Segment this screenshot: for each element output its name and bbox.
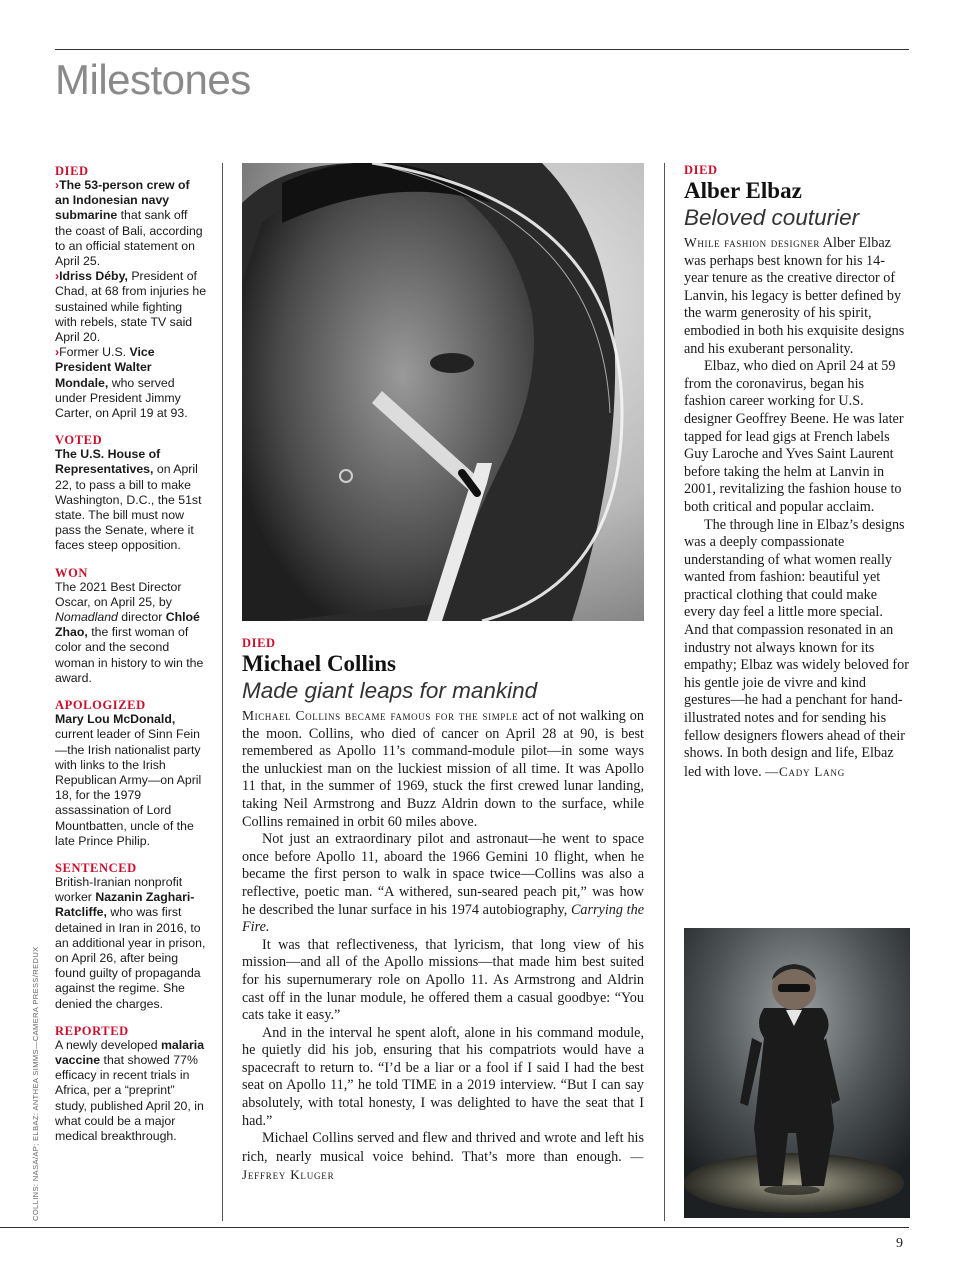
milestones-brief-column xyxy=(55,164,207,1156)
photo-credit: COLLINS: NASA/AP; ELBAZ: ANTHEA SIMMS—CAMERA PRESS/REDUX xyxy=(31,946,40,1221)
list-item: British-Iranian nonprofit worker Nazanin Zaghari-Ratcliffe, who was first detained in Iran in 2016, to an additional year in prison, on April 26, after being found guilty of propaganda against the regime. She denied the charges. xyxy=(55,874,206,1011)
reported-section xyxy=(55,1024,207,1144)
paragraph: And in the interval he spent aloft, alone in his command module, he quietly did his job, ensuring that his compatriots would have a spacecraft to return to. “I’d be a liar or a fool if I said I had the best seat on Apollo 11,” he told TIME in a 2019 interview. “But I can say absolutely, with total honesty, I was delighted to have the seat that I had.” xyxy=(242,1024,644,1129)
died-heading: DIED xyxy=(55,164,89,178)
list-item: ›Former U.S. Vice President Walter Mondale, who served under President Jimmy Carter, on April 19 at 93. xyxy=(55,345,188,421)
won-heading: WON xyxy=(55,565,89,580)
paragraph: The through line in Elbaz’s designs was a deeply compassionate understanding of what women really wanted from fashion: beautiful yet practical clothing that could make every day feel a little more special. And that compassion resonated in an industry not always known for its empathy; Elbaz was widely beloved for his gentle joie de vivre and kind gestures—he had a penchant for hand-illustrated notes and for sending his fellow designers flowers ahead of their shows. In both design and life, Elbaz led with love. —Cady Lang xyxy=(684,516,909,780)
collins-body xyxy=(242,707,644,1185)
chevron-right-icon: › xyxy=(55,345,60,360)
paragraph: While fashion designer Alber Elbaz was perhaps best known for his 14-year tenure as the creative director of Lanvin, his legacy is better defined by the warm generosity of his spirit, embodied in both his exquisite designs and his exuberant personality. xyxy=(684,235,905,357)
collins-died-tag: DIED xyxy=(242,636,276,650)
reported-heading: REPORTED xyxy=(55,1023,129,1038)
list-item: Mary Lou McDonald, current leader of Sinn Fein—the Irish nationalist party with links to the Irish Republican Army—on April 18, for the 1979 assassination of Lord Mountbatten, uncle of the late Prince Philip. xyxy=(55,712,202,848)
column-divider-right xyxy=(664,163,665,1221)
chevron-right-icon: › xyxy=(55,178,60,192)
paragraph: Michael Collins became famous for the simple act of not walking on the moon. Collins, who died of cancer on April 28 at 90, is best remembered as Apollo 11’s command-module pilot—in some ways the unluckiest man on the luckiest mission of all time. It was Apollo 11 that, in the summer of 1969, stuck the first crewed lunar landing, taking Neil Armstrong and Buzz Aldrin down to the surface, while Collins remained in orbit 60 miles above. xyxy=(242,708,644,830)
list-item: ›The 53-person crew of an Indonesian navy submarine that sank off the coast of Bali, according to an official statement on April 25. xyxy=(55,178,203,269)
elbaz-name-headline: Alber Elbaz xyxy=(684,178,802,203)
paragraph: It was that reflectiveness, that lyricism, that long view of his mission—and all of the Apollo missions—that made him best suited for his supernumerary role on Apollo 11. As Armstrong and Aldrin cast off in the lunar module, he offered them a casual goodbye: “You cats take it easy.” xyxy=(242,936,644,1024)
sentenced-section xyxy=(55,861,207,1012)
elbaz-dek: Beloved couturier xyxy=(684,205,860,230)
list-item: A newly developed malaria vaccine that showed 77% efficacy in recent trials in Africa, per a “preprint” study, published April 20, in what could be a major medical breakthrough. xyxy=(55,1037,205,1143)
apologized-heading: APOLOGIZED xyxy=(55,698,146,713)
sentenced-heading: SENTENCED xyxy=(55,860,137,875)
collins-dek: Made giant leaps for mankind xyxy=(242,678,538,703)
section-title: Milestones xyxy=(55,56,251,103)
elbaz-body xyxy=(684,234,909,781)
paragraph: Not just an extraordinary pilot and astronaut—he went to space once before Apollo 11, aboard the 1966 Gemini 10 flight, when he became the first person to walk in space twice—Collins was also a reflective, poetic man. “A withered, sun-seared peach pit,” was how he described the lunar surface in his 1974 autobiography, Carrying the Fire. xyxy=(242,831,645,936)
collins-name-headline: Michael Collins xyxy=(242,651,396,676)
paragraph: Elbaz, who died on April 24 at 59 from the coronavirus, began his fashion career working for U.S. designer Geoffrey Beene. He was later tapped for lead gigs at French labels Guy Laroche and Yves Saint Laurent before taking the helm at Lanvin in 2001, revitalizing the fashion house to both critical and popular acclaim. xyxy=(684,358,904,515)
collins-article xyxy=(242,636,644,1185)
michael-collins-photo xyxy=(242,163,644,621)
chevron-right-icon: › xyxy=(55,269,60,284)
elbaz-died-tag: DIED xyxy=(684,163,718,177)
elbaz-article xyxy=(684,163,909,781)
list-item: The U.S. House of Representatives, on April 22, to pass a bill to make Washington, D.C., the 51st state. The bill must now pass the Senate, where it faces steep opposition. xyxy=(55,447,202,553)
apologized-section xyxy=(55,698,207,849)
top-rule xyxy=(55,49,909,50)
paragraph: Michael Collins served and flew and thrived and wrote and left his rich, nearly musical voice behind. That’s more than enough. —Jeffrey Kluger xyxy=(242,1130,644,1183)
voted-heading: VOTED xyxy=(55,433,103,448)
column-divider-left xyxy=(222,163,223,1221)
byline: —Cady Lang xyxy=(765,763,846,779)
page-number: 9 xyxy=(896,1236,903,1251)
list-item: The 2021 Best Director Oscar, on April 25, by Nomadland director Chloé Zhao, the first woman of color and the second woman in history to win the award. xyxy=(55,579,204,685)
won-section xyxy=(55,566,207,686)
alber-elbaz-photo xyxy=(684,928,910,1218)
byline: —Jeffrey Kluger xyxy=(242,1148,644,1183)
died-section xyxy=(55,164,207,421)
bottom-rule xyxy=(0,1227,909,1228)
list-item: ›Idriss Déby, President of Chad, at 68 from injuries he sustained while fighting with rebels, state TV said April 20. xyxy=(55,269,207,345)
voted-section xyxy=(55,433,207,553)
